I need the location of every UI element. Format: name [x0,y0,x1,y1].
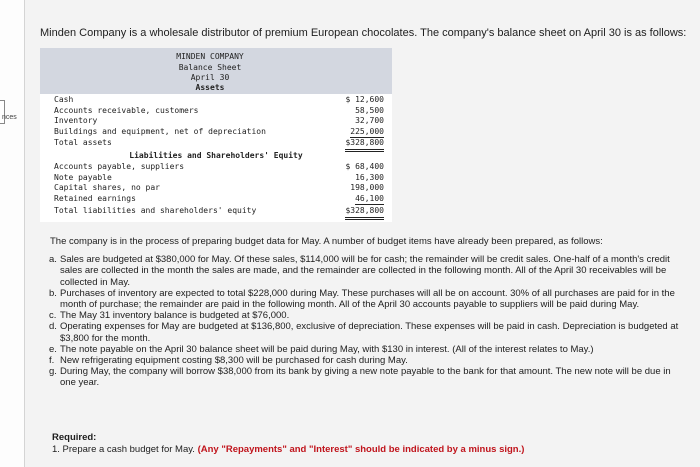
assets-heading: Assets [195,83,225,92]
asset-amount: 32,700 [355,116,384,125]
liability-amount: 16,300 [355,172,384,182]
asset-label: Cash [54,95,74,104]
liability-amount: $ 68,400 [345,162,384,171]
item-text: New refrigerating equipment costing $8,300 will be purchased for cash during May. [60,355,408,367]
liability-amount: 198,000 [350,183,384,192]
asset-label: Buildings and equipment, net of depreciation [54,126,266,136]
budget-items-list [50,254,680,388]
list-item [49,344,680,355]
asset-row [54,116,384,127]
liability-amount: $328,800 [345,206,384,220]
liability-row [54,173,384,184]
liability-row [54,162,384,173]
asset-row [54,127,384,138]
company-name: MINDEN COMPANY [176,52,244,61]
balance-sheet-title [140,52,280,84]
item-marker: f. [49,355,55,367]
statement-date: April 30 [190,73,230,82]
asset-amount: 225,000 [350,127,384,139]
liability-label: Retained earnings [54,193,136,203]
liability-label: Note payable [54,172,112,182]
asset-amount: $ 12,600 [345,95,384,104]
asset-row [54,106,384,117]
liability-label: Total liabilities and shareholders' equity [54,206,257,215]
required-note: (Any "Repayments" and "Interest" should be indicated by a minus sign.) [197,443,525,455]
asset-amount: 58,500 [355,105,384,115]
item-marker: d. [49,321,57,333]
liability-label: Accounts payable, suppliers [54,162,185,171]
required-task [52,444,524,456]
item-text: The note payable on the April 30 balance sheet will be paid during May, with $130 in interest. (All of the interest relates to May.) [60,343,594,355]
intro-text: Minden Company is a wholesale distributor of premium European chocolates. The company's balance sheet on April 30 is as follows: [40,27,687,39]
asset-label: Inventory [54,116,98,125]
liability-row [54,183,384,194]
problem-body [50,236,680,389]
item-marker: c. [49,310,57,322]
liability-amount: 46,100 [355,194,384,206]
list-item [49,288,680,310]
liability-row [54,194,384,205]
required-label: Required: [52,432,97,443]
list-item [49,366,680,388]
item-text: The May 31 inventory balance is budgeted at $76,000. [60,310,290,322]
required-task-text: 1. Prepare a cash budget for May. [52,443,195,455]
asset-amount: $328,800 [345,138,384,152]
balance-sheet-header [40,48,392,94]
total-assets-row [54,138,384,149]
item-text: During May, the company will borrow $38,000 from its bank by giving a new note payable to the bank for that amount. The new note will be due in one year. [60,366,671,389]
statement-name: Balance Sheet [178,62,242,72]
list-item [49,310,680,321]
required-section [52,432,524,455]
list-item [49,254,680,288]
list-item [49,321,680,343]
liabilities-heading: Liabilities and Shareholders' Equity [129,151,303,160]
left-panel-edge [0,0,25,467]
asset-row [54,95,384,106]
item-text: Purchases of inventory are expected to total $228,000 during May. These purchases will all be on account. 30% of all purchases are paid for in the month of purchase; the remainder are paid in the following month. All of the April 30 accounts payable to suppliers will be paid during May. [60,287,675,311]
asset-label: Accounts receivable, customers [54,105,199,115]
total-liabilities-row [54,206,384,217]
list-item [49,355,680,366]
item-marker: e. [49,343,57,355]
item-marker: b. [49,287,57,299]
item-text: Operating expenses for May are budgeted at $136,800, exclusive of depreciation. These expenses will be paid in cash. Depreciation is budgeted at $3,800 for the month. [60,321,679,344]
asset-label: Total assets [54,138,112,147]
item-marker: a. [49,254,57,266]
balance-sheet [40,48,392,222]
liability-label: Capital shares, no par [54,183,160,192]
prep-text: The company is in the process of preparing budget data for May. A number of budget items have already been prepared, as follows: [50,236,603,247]
panel-edge-label: nces [2,114,17,121]
item-text: Sales are budgeted at $380,000 for May. Of these sales, $114,000 will be for cash; the remainder will be credit sales. One-half of a month's credit sales are collected in the month the sales are made, and the remainder are collected in the following month. All of the April 30 receivables will be collected in May. [60,254,670,288]
item-marker: g. [49,366,57,378]
